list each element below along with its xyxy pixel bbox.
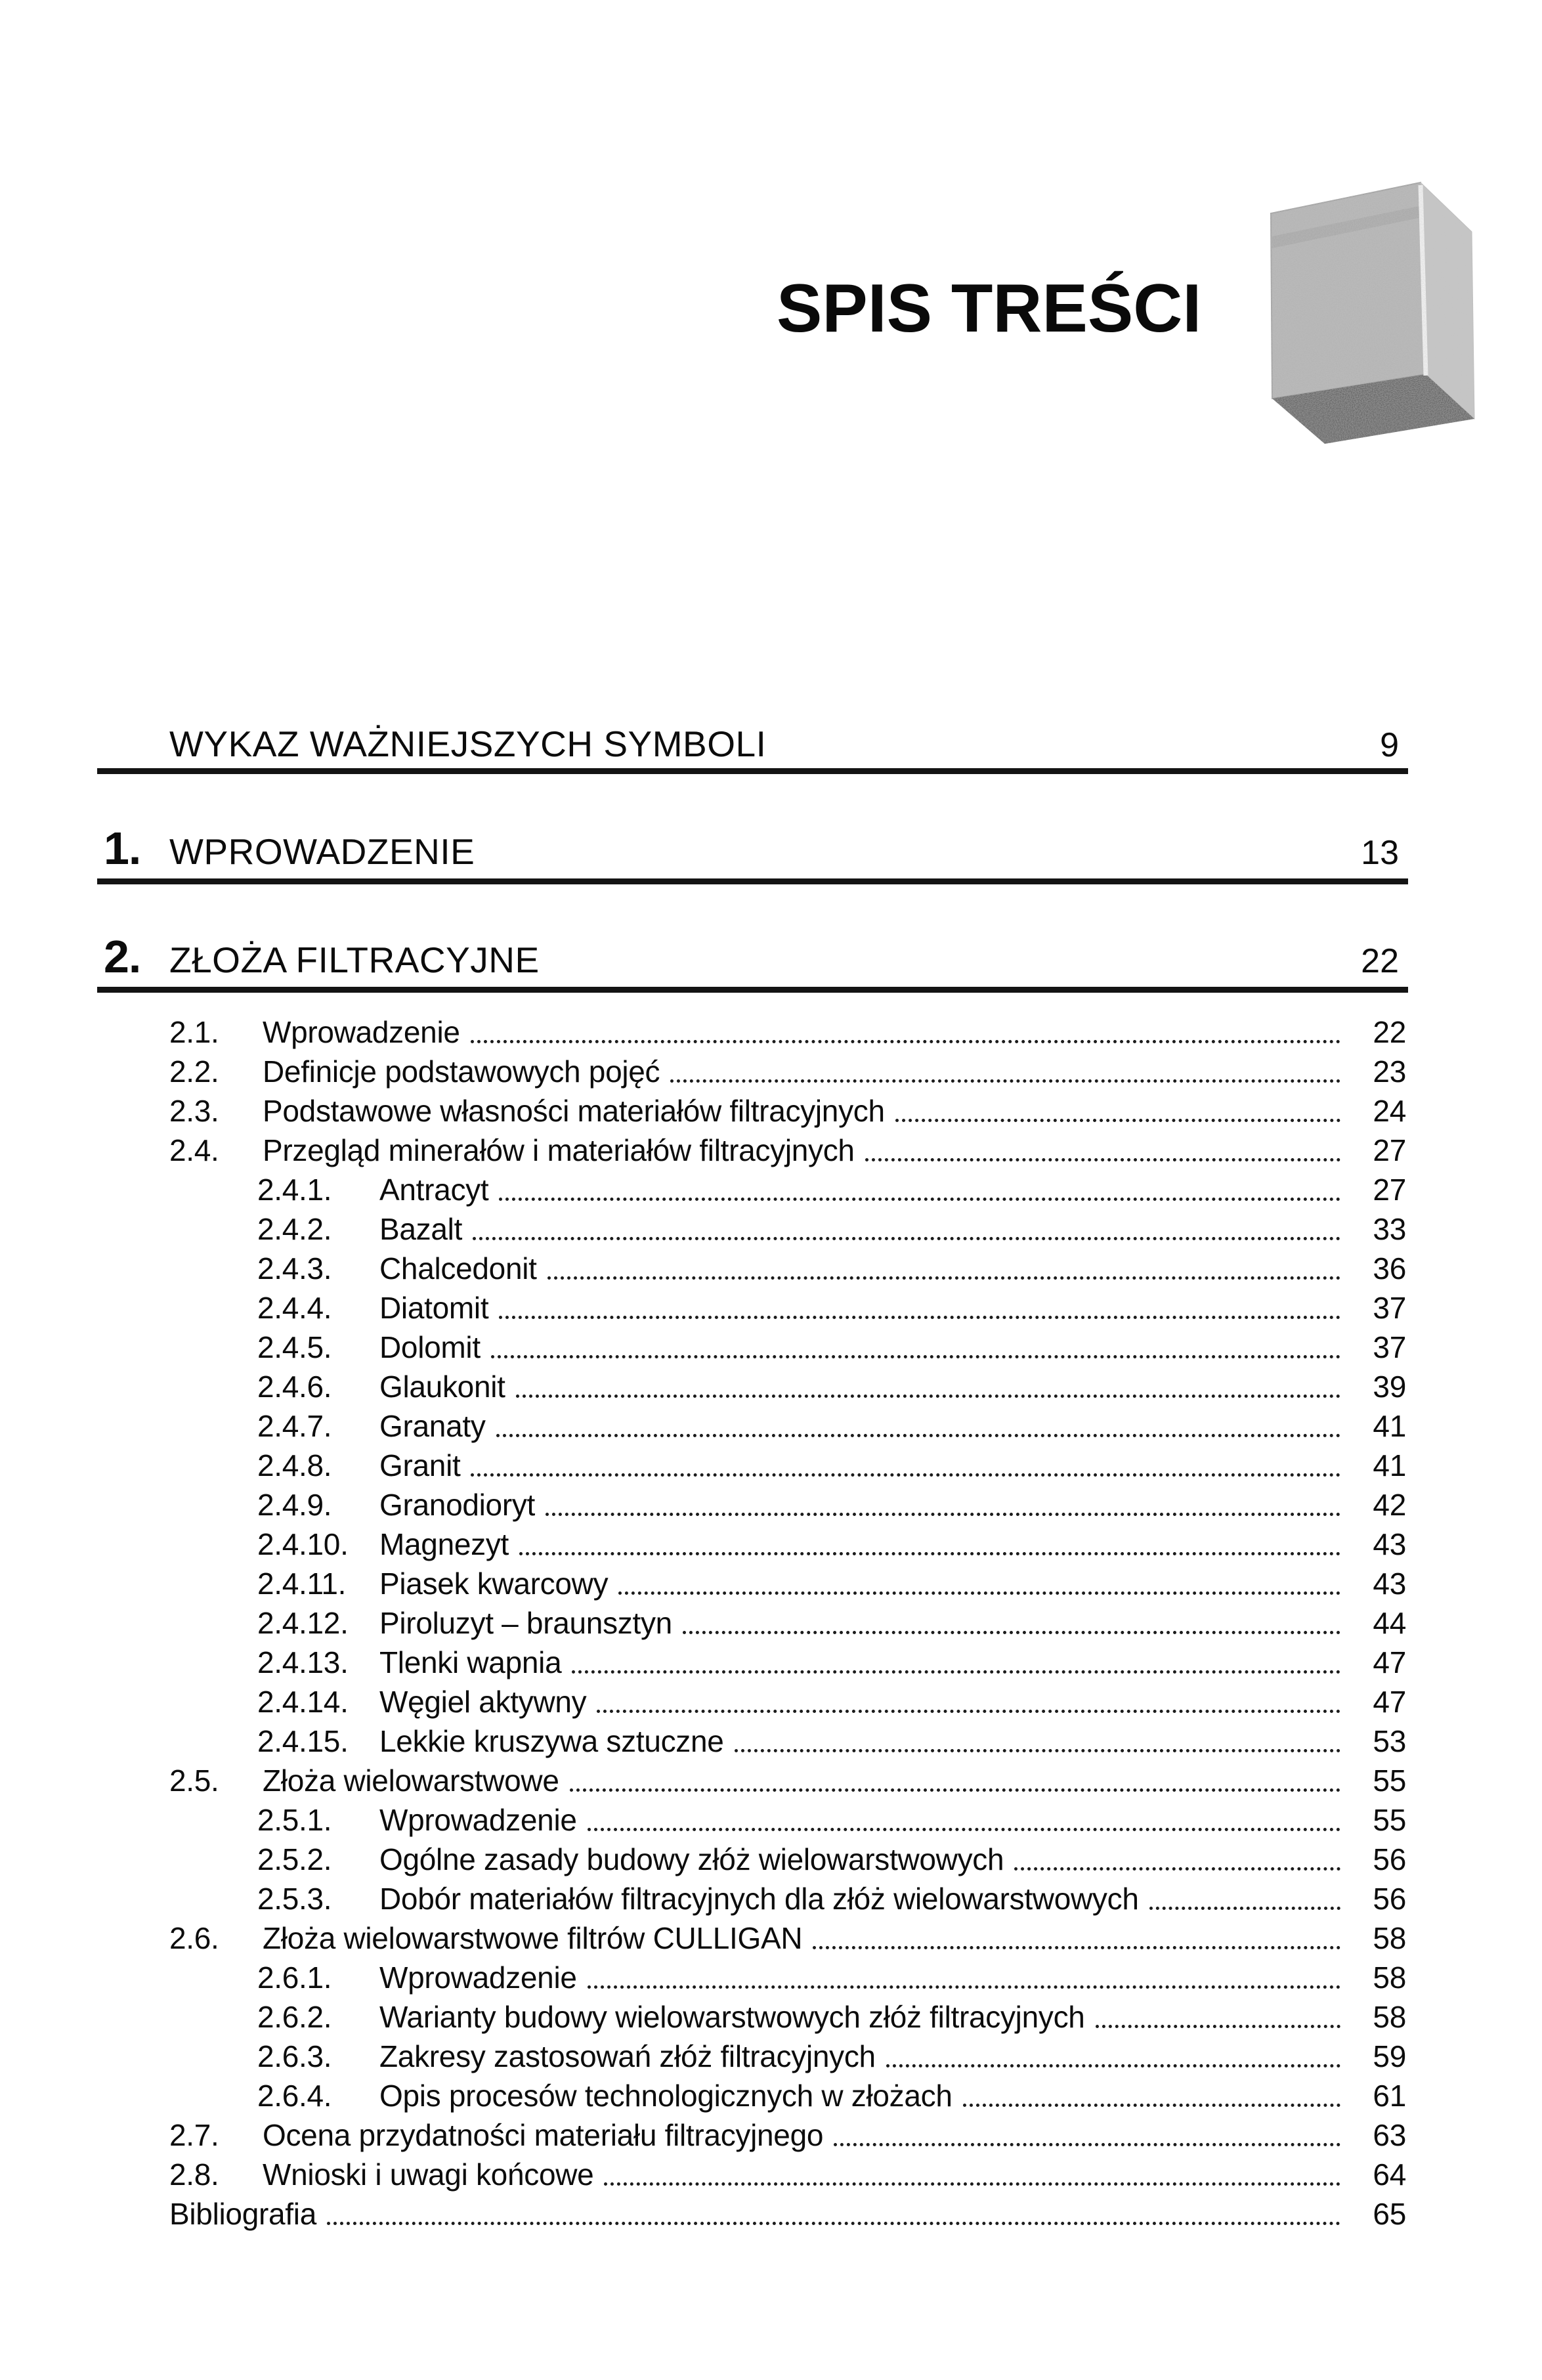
- toc-entry-row: [169, 1800, 1411, 1840]
- section-header-page-number: 13: [1361, 834, 1399, 872]
- toc-entry-number: 2.4.12.: [257, 1606, 349, 1640]
- toc-entry-row: [169, 1721, 1411, 1761]
- toc-entry-label: Węgiel aktywny: [379, 1685, 587, 1719]
- toc-entry-label: Tlenki wapnia: [379, 1645, 562, 1679]
- section-header-symbols: [97, 726, 1408, 762]
- section-number: 1.: [104, 823, 141, 874]
- toc-entry-label: Definicje podstawowych pojęć: [263, 1054, 660, 1089]
- dot-leader: [499, 1198, 1340, 1201]
- toc-entry-page-number: 23: [1373, 1054, 1406, 1089]
- toc-entry-number: 2.6.3.: [257, 2039, 332, 2073]
- toc-entry-page-number: 65: [1373, 2197, 1406, 2231]
- dot-leader: [834, 2143, 1340, 2146]
- dot-leader: [516, 1395, 1340, 1398]
- toc-entry-page-number: 56: [1373, 1882, 1406, 1916]
- toc-entry-label: Podstawowe własności materiałów filtracyjnych: [263, 1094, 885, 1128]
- toc-entry-page-number: 64: [1373, 2157, 1406, 2192]
- toc-entry-row: [169, 1052, 1411, 1091]
- toc-entry-number: 2.3.: [169, 1094, 219, 1128]
- toc-entry-row: [169, 1249, 1411, 1288]
- dot-leader: [604, 2182, 1340, 2186]
- toc-entry-label: Warianty budowy wielowarstwowych złóż filtracyjnych: [379, 2000, 1085, 2034]
- toc-entry-label: Ocena przydatności materiału filtracyjnego: [263, 2118, 824, 2152]
- toc-entry-row: [169, 2155, 1411, 2194]
- toc-entry-page-number: 61: [1373, 2079, 1406, 2113]
- toc-entry-label: Wprowadzenie: [263, 1015, 460, 1049]
- dot-leader: [499, 1316, 1340, 1319]
- dot-leader: [895, 1119, 1340, 1122]
- toc-entry-row: [169, 1879, 1411, 1918]
- toc-entry-page-number: 33: [1373, 1212, 1406, 1246]
- toc-entry-page-number: 42: [1373, 1488, 1406, 1522]
- section-header-page-number: 22: [1361, 942, 1399, 980]
- dot-leader: [588, 1985, 1340, 1989]
- toc-entry-row: [169, 1485, 1411, 1525]
- toc-entry-number: 2.4.13.: [257, 1645, 349, 1679]
- toc-entry-number: 2.6.1.: [257, 1960, 332, 1995]
- toc-entry-row: [169, 1328, 1411, 1367]
- toc-entry-label: Granit: [379, 1448, 461, 1482]
- toc-entry-page-number: 24: [1373, 1094, 1406, 1128]
- toc-entry-label: Przegląd minerałów i materiałów filtracyjnych: [263, 1133, 855, 1167]
- toc-entry-label: Granodioryt: [379, 1488, 536, 1522]
- toc-entry-row: [169, 1997, 1411, 2037]
- section-divider-rule: [97, 768, 1408, 774]
- toc-entry-page-number: 55: [1373, 1763, 1406, 1798]
- toc-entry-row: [169, 1288, 1411, 1328]
- toc-entry-number: 2.4.6.: [257, 1370, 332, 1404]
- dot-leader: [588, 1828, 1340, 1831]
- toc-entry-label: Lekkie kruszywa sztuczne: [379, 1724, 724, 1758]
- toc-entry-page-number: 58: [1373, 1921, 1406, 1955]
- toc-entry-number: 2.5.3.: [257, 1882, 332, 1916]
- section-header-1: [97, 823, 1408, 874]
- toc-entry-row: [169, 1367, 1411, 1406]
- toc-entry-page-number: 47: [1373, 1645, 1406, 1679]
- dot-leader: [1096, 2025, 1340, 2028]
- toc-entry-row: [169, 1840, 1411, 1879]
- toc-entry-number: 2.4.14.: [257, 1685, 349, 1719]
- dot-leader: [618, 1591, 1340, 1595]
- toc-entry-page-number: 37: [1373, 1330, 1406, 1364]
- section-header-label: WPROWADZENIE: [169, 831, 475, 872]
- dot-leader: [865, 1158, 1340, 1161]
- toc-entry-row: [169, 2194, 1411, 2234]
- section-divider-rule: [97, 987, 1408, 993]
- dot-leader: [1149, 1907, 1340, 1910]
- toc-entry-row: [169, 1958, 1411, 1997]
- dot-leader: [735, 1749, 1340, 1752]
- toc-entry-number: 2.4.15.: [257, 1724, 349, 1758]
- toc-entry-label: Opis procesów technologicznych w złożach: [379, 2079, 953, 2113]
- toc-entry-page-number: 41: [1373, 1448, 1406, 1482]
- toc-entry-row: [169, 2037, 1411, 2076]
- toc-entry-number: 2.4.4.: [257, 1291, 332, 1325]
- toc-entry-page-number: 27: [1373, 1133, 1406, 1167]
- toc-entry-label: Diatomit: [379, 1291, 489, 1325]
- toc-entry-number: 2.5.: [169, 1763, 219, 1798]
- dot-leader: [327, 2222, 1340, 2225]
- toc-entry-row: [169, 1682, 1411, 1721]
- toc-entry-row: [169, 1209, 1411, 1249]
- toc-entry-label: Złoża wielowarstwowe: [263, 1763, 559, 1798]
- dot-leader: [963, 2104, 1340, 2107]
- toc-entry-row: [169, 1564, 1411, 1603]
- page-title: SPIS TREŚCI: [777, 270, 1202, 347]
- toc-entry-label: Magnezyt: [379, 1527, 509, 1561]
- toc-entry-page-number: 58: [1373, 2000, 1406, 2034]
- toc-entry-number: 2.4.2.: [257, 1212, 332, 1246]
- section-number: 2.: [104, 931, 141, 982]
- dot-leader: [491, 1355, 1340, 1358]
- dot-leader: [546, 1513, 1340, 1516]
- dot-leader: [496, 1434, 1340, 1437]
- toc-entry-row: [169, 1446, 1411, 1485]
- toc-entry-label: Antracyt: [379, 1173, 489, 1207]
- section-divider-rule: [97, 878, 1408, 884]
- toc-entry-label: Granaty: [379, 1409, 486, 1443]
- toc-entry-page-number: 63: [1373, 2118, 1406, 2152]
- toc-entry-label: Piasek kwarcowy: [379, 1567, 609, 1601]
- dot-leader: [471, 1040, 1340, 1043]
- toc-entry-row: [169, 2115, 1411, 2155]
- toc-entry-row: [169, 1525, 1411, 1564]
- toc-entry-number: 2.7.: [169, 2118, 219, 2152]
- toc-entry-page-number: 37: [1373, 1291, 1406, 1325]
- toc-entry-label: Chalcedonit: [379, 1251, 537, 1286]
- dot-leader: [813, 1946, 1340, 1949]
- dot-leader: [597, 1710, 1340, 1713]
- dot-leader: [683, 1631, 1340, 1634]
- toc-entry-list: [169, 1012, 1411, 2234]
- dot-leader: [572, 1670, 1340, 1674]
- toc-entry-row: [169, 1603, 1411, 1643]
- toc-entry-number: 2.5.2.: [257, 1842, 332, 1876]
- toc-entry-page-number: 53: [1373, 1724, 1406, 1758]
- toc-entry-page-number: 55: [1373, 1803, 1406, 1837]
- dot-leader: [1014, 1867, 1340, 1871]
- dot-leader: [570, 1788, 1340, 1792]
- toc-entry-number: 2.4.3.: [257, 1251, 332, 1286]
- toc-entry-number: 2.4.: [169, 1133, 219, 1167]
- toc-entry-row: [169, 1406, 1411, 1446]
- toc-entry-number: 2.4.10.: [257, 1527, 349, 1561]
- toc-entry-row: [169, 1643, 1411, 1682]
- toc-entry-row: [169, 1131, 1411, 1170]
- toc-entry-page-number: 43: [1373, 1527, 1406, 1561]
- toc-entry-page-number: 44: [1373, 1606, 1406, 1640]
- dot-leader: [519, 1552, 1340, 1555]
- dot-leader: [547, 1276, 1340, 1280]
- toc-entry-number: 2.6.4.: [257, 2079, 332, 2113]
- toc-entry-label: Dolomit: [379, 1330, 481, 1364]
- toc-entry-number: 2.4.8.: [257, 1448, 332, 1482]
- toc-entry-number: 2.8.: [169, 2157, 219, 2192]
- toc-entry-number: 2.5.1.: [257, 1803, 332, 1837]
- toc-entry-label: Wprowadzenie: [379, 1960, 577, 1995]
- toc-entry-page-number: 56: [1373, 1842, 1406, 1876]
- toc-entry-page-number: 22: [1373, 1015, 1406, 1049]
- toc-entry-number: 2.6.2.: [257, 2000, 332, 2034]
- toc-entry-page-number: 39: [1373, 1370, 1406, 1404]
- toc-entry-label: Bazalt: [379, 1212, 463, 1246]
- toc-entry-label: Wprowadzenie: [379, 1803, 577, 1837]
- toc-entry-number: 2.4.11.: [257, 1567, 347, 1601]
- section-header-label: WYKAZ WAŻNIEJSZYCH SYMBOLI: [169, 724, 767, 764]
- toc-entry-row: [169, 1761, 1411, 1800]
- section-header-label: ZŁOŻA FILTRACYJNE: [169, 940, 540, 980]
- toc-entry-row: [169, 1091, 1411, 1131]
- toc-entry-row: [169, 2076, 1411, 2115]
- toc-entry-page-number: 41: [1373, 1409, 1406, 1443]
- toc-entry-page-number: 47: [1373, 1685, 1406, 1719]
- dot-leader: [473, 1237, 1340, 1240]
- toc-entry-page-number: 43: [1373, 1567, 1406, 1601]
- dot-leader: [670, 1079, 1340, 1083]
- section-header-2: [97, 931, 1408, 982]
- toc-entry-page-number: 59: [1373, 2039, 1406, 2073]
- toc-entry-label: Bibliografia: [169, 2197, 316, 2231]
- toc-entry-label: Piroluzyt – braunsztyn: [379, 1606, 672, 1640]
- toc-entry-label: Złoża wielowarstwowe filtrów CULLIGAN: [263, 1921, 803, 1955]
- toc-entry-label: Wnioski i uwagi końcowe: [263, 2157, 594, 2192]
- toc-entry-number: 2.4.5.: [257, 1330, 332, 1364]
- section-header-page-number: 9: [1380, 726, 1399, 764]
- gray-block-graphic: [1247, 138, 1484, 453]
- toc-entry-label: Zakresy zastosowań złóż filtracyjnych: [379, 2039, 876, 2073]
- toc-entry-row: [169, 1012, 1411, 1052]
- toc-entry-label: Glaukonit: [379, 1370, 505, 1404]
- dot-leader: [886, 2064, 1340, 2067]
- toc-entry-label: Ogólne zasady budowy złóż wielowarstwowych: [379, 1842, 1004, 1876]
- toc-entry-number: 2.4.9.: [257, 1488, 332, 1522]
- toc-entry-number: 2.6.: [169, 1921, 219, 1955]
- toc-entry-number: 2.1.: [169, 1015, 219, 1049]
- toc-entry-page-number: 27: [1373, 1173, 1406, 1207]
- toc-entry-number: 2.2.: [169, 1054, 219, 1089]
- toc-entry-page-number: 58: [1373, 1960, 1406, 1995]
- toc-entry-label: Dobór materiałów filtracyjnych dla złóż wielowarstwowych: [379, 1882, 1139, 1916]
- dot-leader: [471, 1473, 1340, 1477]
- toc-entry-page-number: 36: [1373, 1251, 1406, 1286]
- toc-entry-number: 2.4.1.: [257, 1173, 332, 1207]
- toc-entry-row: [169, 1170, 1411, 1209]
- toc-entry-number: 2.4.7.: [257, 1409, 332, 1443]
- toc-entry-row: [169, 1918, 1411, 1958]
